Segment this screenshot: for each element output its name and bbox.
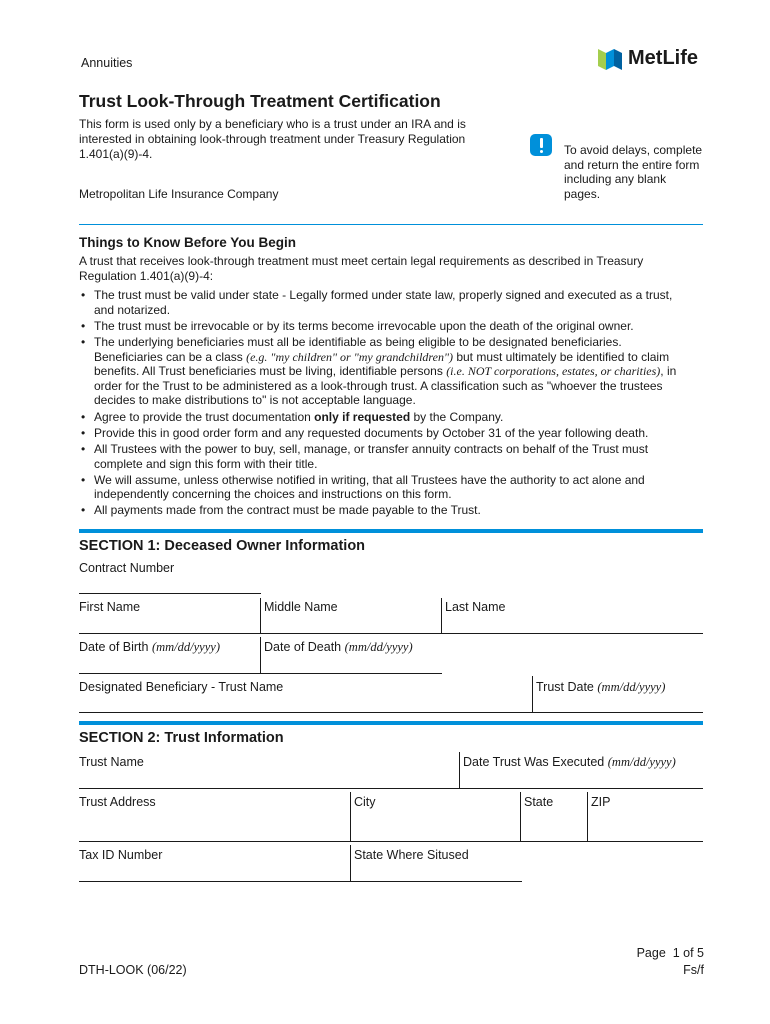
list-item: • We will assume, unless otherwise notified in writing, that all Trustees have the authority to act alone and independently concerning the choices and instructions on this form. <box>79 473 691 502</box>
city-label: City <box>354 795 376 809</box>
notice-text: To avoid delays, complete and return the entire form including any blank pages. <box>564 143 703 201</box>
contract-number-label: Contract Number <box>79 561 175 575</box>
tax-id-label: Tax ID Number <box>79 848 163 862</box>
last-name-label: Last Name <box>445 600 506 614</box>
metlife-logo <box>597 45 707 71</box>
form-id: DTH-LOOK (06/22) <box>79 963 187 977</box>
state-sitused-label: State Where Sitused <box>354 848 469 862</box>
list-item: • The trust must be irrevocable or by its terms become irrevocable upon the death of the original owner. <box>79 319 691 334</box>
dob-label: Date of Birth (mm/dd/yyyy) <box>79 640 220 654</box>
dod-label: Date of Death (mm/dd/yyyy) <box>264 640 413 654</box>
form-title: Trust Look-Through Treatment Certification <box>79 91 441 111</box>
beneficiary-row[interactable] <box>79 712 703 713</box>
list-item: • All payments made from the contract must be made payable to the Trust. <box>79 503 691 518</box>
list-item: • The trust must be valid under state - Legally formed under state law, properly signed and executed as a trust, and notarized. <box>79 288 691 317</box>
things-heading: Things to Know Before You Begin <box>79 235 296 250</box>
list-item: • All Trustees with the power to buy, sell, manage, or transfer annuity contracts on behalf of the Trust must complete and sign this form with their title. <box>79 442 691 471</box>
first-name-label: First Name <box>79 600 141 614</box>
intro-text: This form is used only by a beneficiary who is a trust under an IRA and is interested in obtaining look-through treatment under Treasury Regulation 1.401(a)(9)-4. <box>79 117 466 161</box>
header-divider <box>79 224 703 225</box>
trust-name-row[interactable] <box>79 788 703 789</box>
date-executed-label: Date Trust Was Executed (mm/dd/yyyy) <box>463 755 676 769</box>
section1-title: SECTION 1: Deceased Owner Information <box>79 538 366 554</box>
list-item: • The underlying beneficiaries must all be identifiable as being eligible to be designated beneficiaries. Beneficiaries can be a class (e.g. "my children" or "my grandchildren") but must ultimately be identified to claim benefits. All Trust beneficiaries must be living, identifiable persons (i.e. NOT corporations, estates, or charities), in order for the Trust to be administered as a look-through trust. A classification such as "whoever the trustees decides to make distributions to" is not acceptable language. <box>79 335 691 408</box>
list-item: • Agree to provide the trust documentation only if requested by the Company. <box>79 410 691 425</box>
section2-rule <box>79 721 703 725</box>
trust-address-label: Trust Address <box>79 795 156 809</box>
requirements-list <box>79 288 691 520</box>
list-item: • Provide this in good order form and any requested documents by October 31 of the year following death. <box>79 426 691 441</box>
trust-date-label: Trust Date (mm/dd/yyyy) <box>536 680 666 694</box>
zip-label: ZIP <box>591 795 611 809</box>
things-intro: A trust that receives look-through treatment must meet certain legal requirements as described in Treasury Regulation 1.401(a)(9)-4: <box>79 254 644 283</box>
section2-title: SECTION 2: Trust Information <box>79 730 284 746</box>
page-number: Page 1 of 5 <box>636 946 704 960</box>
name-fields-row[interactable] <box>79 633 703 634</box>
category-label: Annuities <box>81 56 133 70</box>
metlife-logo-icon <box>597 45 623 71</box>
tax-id-row[interactable] <box>79 881 522 882</box>
address-row[interactable] <box>79 841 703 842</box>
brand-name: MetLife <box>628 47 698 69</box>
dates-row[interactable] <box>79 673 442 674</box>
trust-name-label: Trust Name <box>79 755 144 769</box>
section1-rule <box>79 529 703 533</box>
alert-icon <box>530 134 552 156</box>
middle-name-label: Middle Name <box>264 600 338 614</box>
contract-number-field[interactable] <box>79 593 261 594</box>
company-name: Metropolitan Life Insurance Company <box>79 187 279 201</box>
state-label: State <box>524 795 554 809</box>
footer-code: Fs/f <box>683 963 704 977</box>
designated-beneficiary-label: Designated Beneficiary - Trust Name <box>79 680 284 694</box>
